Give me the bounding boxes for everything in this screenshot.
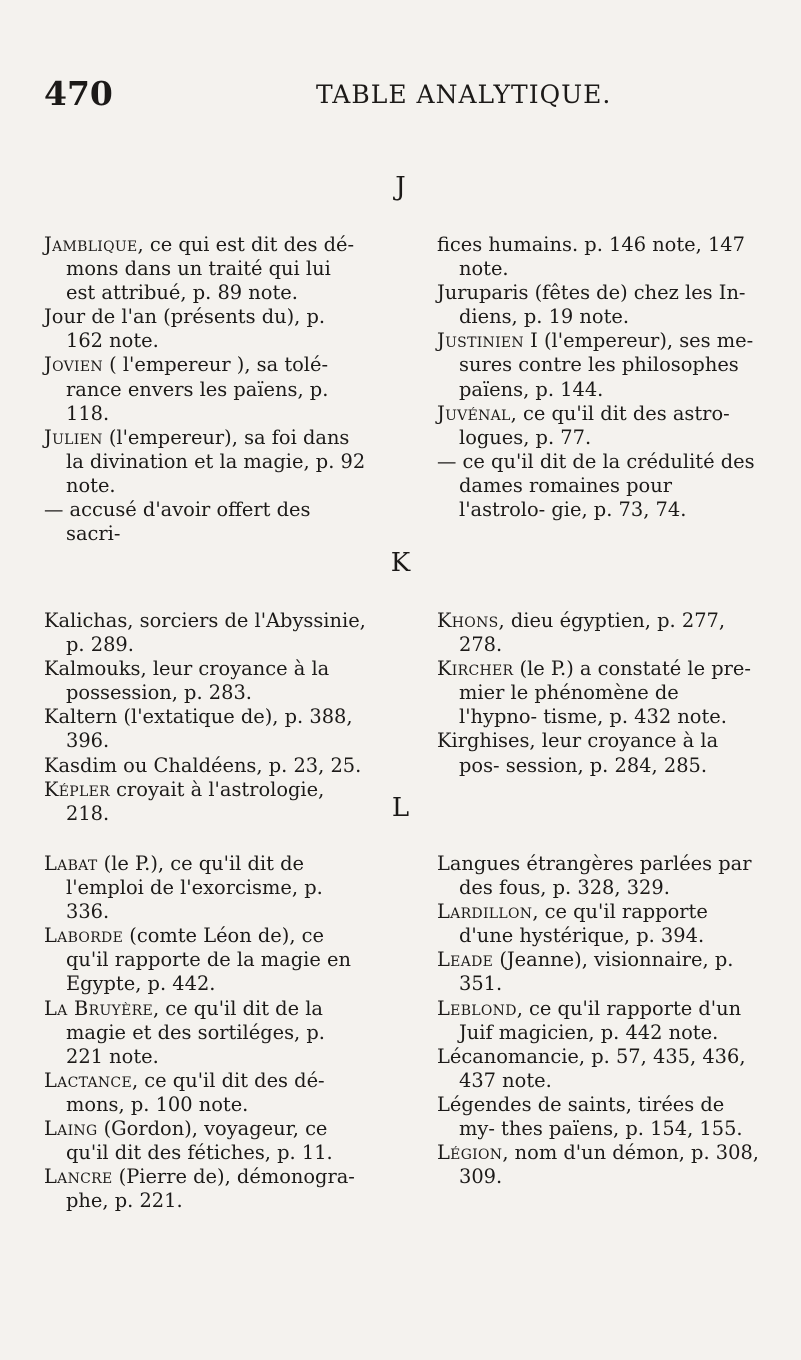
entry-heading: Jovien: [44, 353, 103, 377]
index-entry: [44, 1117, 366, 1165]
entry-heading: Leade: [437, 948, 494, 972]
index-entry: [44, 426, 366, 498]
entry-text: — accusé d'avoir offert des sacri-: [44, 498, 311, 546]
index-entry: [44, 924, 366, 996]
index-entry: [44, 305, 366, 353]
entry-text: (le P.), ce qu'il dit de l'emploi de l'exorcisme, p. 336.: [66, 852, 323, 924]
section-letter: L: [391, 793, 410, 823]
section-letter: J: [395, 172, 406, 202]
index-entry: [437, 1045, 759, 1093]
index-entry: [437, 609, 759, 657]
index-entry: [44, 852, 366, 924]
entry-heading: Leblond: [437, 996, 517, 1020]
entry-text: , nom d'un démon, p. 308, 309.: [459, 1141, 759, 1189]
index-entry: [44, 1165, 366, 1213]
entry-text: Lécanomancie, p. 57, 435, 436, 437 note.: [437, 1044, 746, 1092]
entry-heading: Képler: [44, 777, 110, 801]
index-entry: [437, 281, 759, 329]
entry-text: (le P.) a constaté le pre- mier le phénomène de l'hypno- tisme, p. 432 note.: [459, 657, 751, 729]
entry-heading: Laing: [44, 1117, 98, 1141]
entry-text: — ce qu'il dit de la crédulité des dames romaines pour l'astrolo- gie, p. 73, 74.: [437, 449, 755, 522]
entry-text: (Gordon), voyageur, ce qu'il dit des fétiches, p. 11.: [66, 1117, 333, 1165]
entry-text: Juruparis (fêtes de) chez les In- diens, p. 19 note.: [437, 281, 746, 329]
entry-text: Kalmouks, leur croyance à la possession, p. 283.: [44, 657, 330, 705]
entry-heading: Kircher: [437, 657, 514, 681]
entry-text: , ce qu'il rapporte d'une hystérique, p. 394.: [459, 900, 708, 948]
entry-text: fices humains. p. 146 note, 147 note.: [437, 233, 745, 281]
entry-text: (Pierre de), démonogra- phe, p. 221.: [66, 1165, 355, 1213]
index-column-left: [44, 233, 366, 546]
entry-text: (l'empereur), sa foi dans la divination et la magie, p. 92 note.: [66, 425, 366, 497]
entry-heading: Justinien: [437, 329, 524, 353]
entry-text: I (l'empereur), ses me- sures contre les philosophes païens, p. 144.: [459, 329, 754, 401]
entry-heading: Lardillon: [437, 900, 533, 924]
page-number: 470: [44, 74, 113, 113]
index-entry: [437, 900, 759, 948]
page-header: [44, 74, 764, 114]
index-entry: [437, 948, 759, 996]
index-entry: [437, 729, 759, 777]
entry-text: ( l'empereur ), sa tolé- rance envers les païens, p. 118.: [66, 353, 329, 425]
index-entry: [437, 402, 759, 450]
index-entry: [437, 450, 759, 522]
index-column-right: [437, 852, 759, 1189]
entry-heading: Laborde: [44, 924, 124, 948]
section-letter: K: [390, 548, 411, 578]
index-entry: [44, 997, 366, 1069]
entry-heading: Lactance: [44, 1068, 132, 1092]
entry-text: , ce qu'il rapporte d'un Juif magicien, p. 442 note.: [459, 996, 742, 1044]
entry-heading: Jamblique: [44, 233, 138, 256]
entry-text: , ce qu'il dit des astro- logues, p. 77.: [459, 401, 730, 449]
entry-text: Langues étrangères parlées par des fous, p. 328, 329.: [437, 852, 752, 900]
entry-text: , ce qui est dit des dé- mons dans un traité qui lui est attribué, p. 89 note.: [66, 233, 355, 305]
index-entry: [437, 233, 759, 281]
entry-heading: Julien: [44, 425, 103, 449]
index-entry: [44, 609, 366, 657]
index-entry: [437, 852, 759, 900]
entry-text: Kaltern (l'extatique de), p. 388, 396.: [44, 705, 353, 753]
index-entry: [44, 754, 366, 778]
entry-text: Jour de l'an (présents du), p. 162 note.: [44, 305, 326, 353]
index-column-right: [437, 609, 759, 778]
index-entry: [44, 498, 366, 546]
entry-heading: Légion: [437, 1141, 503, 1165]
entry-text: (comte Léon de), ce qu'il rapporte de la magie en Egypte, p. 442.: [66, 924, 351, 996]
index-entry: [437, 1093, 759, 1141]
index-entry: [437, 997, 759, 1045]
index-column-right: [437, 233, 759, 522]
entry-heading: Khons: [437, 609, 499, 632]
index-entry: [44, 1069, 366, 1117]
entry-text: Kasdim ou Chaldéens, p. 23, 25.: [44, 753, 362, 777]
index-entry: [44, 233, 366, 305]
entry-text: (Jeanne), visionnaire, p. 351.: [459, 948, 734, 996]
index-entry: [44, 657, 366, 705]
running-title: TABLE ANALYTIQUE.: [316, 80, 612, 109]
entry-text: , ce qu'il dit des dé- mons, p. 100 note.: [66, 1068, 325, 1116]
entry-text: croyait à l'astrologie, 218.: [66, 777, 325, 825]
index-column-left: [44, 852, 366, 1213]
entry-text: Légendes de saints, tirées de my- thes païens, p. 154, 155.: [437, 1092, 743, 1141]
entry-text: , ce qu'il dit de la magie et des sortiléges, p. 221 note.: [66, 996, 325, 1068]
index-entry: [437, 1141, 759, 1189]
entry-heading: Juvénal: [437, 401, 511, 425]
index-entry: [437, 329, 759, 401]
entry-heading: Labat: [44, 852, 98, 875]
entry-text: Kalichas, sorciers de l'Abyssinie, p. 289.: [44, 609, 366, 657]
index-entry: [44, 353, 366, 425]
index-entry: [44, 705, 366, 753]
entry-heading: Lancre: [44, 1165, 113, 1189]
index-entry: [437, 657, 759, 729]
entry-heading: La Bruyère: [44, 996, 153, 1020]
entry-text: Kirghises, leur croyance à la pos- session, p. 284, 285.: [437, 729, 719, 777]
entry-text: , dieu égyptien, p. 277, 278.: [459, 609, 726, 657]
